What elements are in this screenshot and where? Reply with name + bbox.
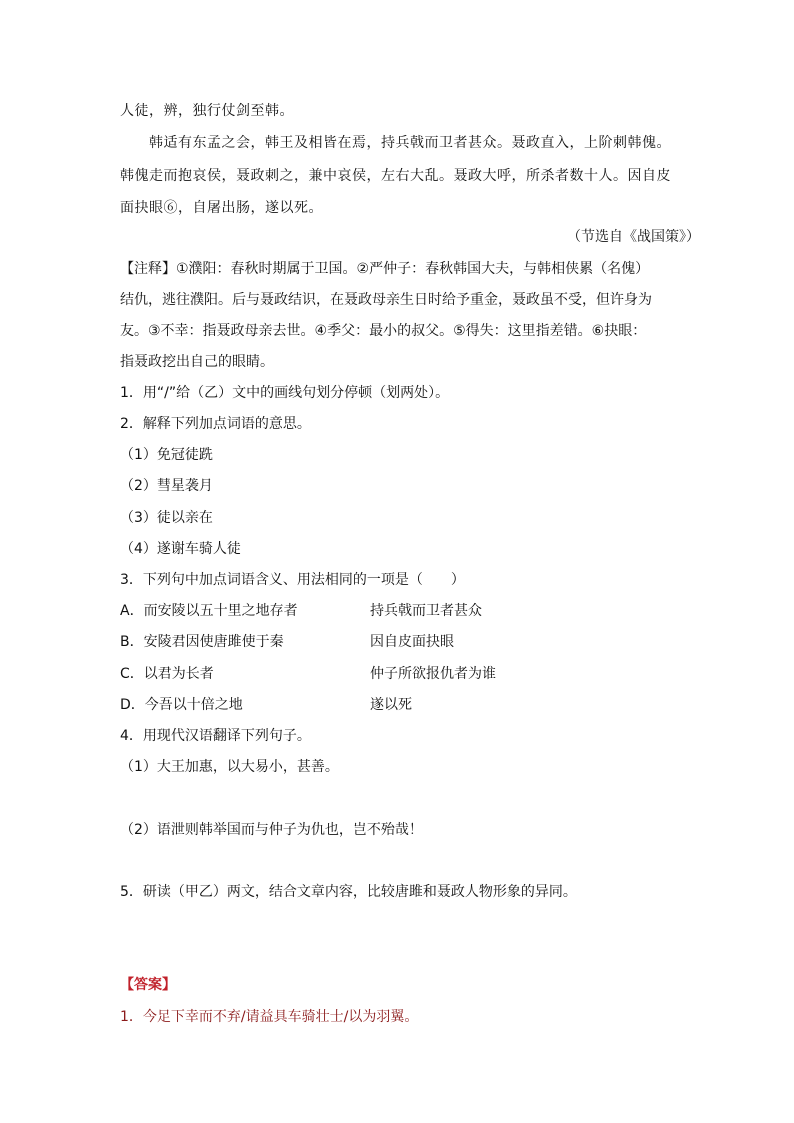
passage-source: （节选自《战国策》） — [567, 229, 700, 245]
question-4: 4．用现代汉语翻译下列句子。 — [120, 728, 311, 744]
question-2-item: （3）徒以亲在 — [120, 510, 213, 526]
question-2: 2．解释下列加点词语的意思。 — [120, 416, 311, 432]
option-d-left: D．今吾以十倍之地 — [120, 697, 243, 713]
answer-1: 1．今足下幸而不弃/请益具车骑壮士/以为羽翼。 — [120, 1009, 419, 1025]
option-c-left: C．以君为长者 — [120, 666, 214, 682]
question-2-item: （1）免冠徒跣 — [120, 447, 213, 463]
option-b-right: 因自皮面抉眼 — [370, 634, 454, 650]
answer-heading: 【答案】 — [120, 977, 176, 993]
question-1: 1．用“/”给（乙）文中的画线句划分停顿（划两处）。 — [120, 385, 450, 401]
notes-line-4: 指聂政挖出自己的眼睛。 — [120, 354, 274, 370]
question-4-item: （2）语泄则韩举国而与仲子为仇也，岂不殆哉！ — [120, 822, 423, 838]
notes-line-1: 【注释】①濮阳：春秋时期属于卫国。②严仲子：春秋韩国大夫，与韩相侠累（名傀） — [120, 261, 650, 277]
question-5: 5．研读（甲乙）两文，结合文章内容，比较唐雎和聂政人物形象的异同。 — [120, 884, 577, 900]
question-3: 3．下列句中加点词语含义、用法相同的一项是（ ） — [120, 572, 465, 588]
question-2-item: （4）遂谢车骑人徒 — [120, 541, 241, 557]
question-2-item: （2）彗星袭月 — [120, 478, 213, 494]
option-c-right: 仲子所欲报仇者为谁 — [370, 666, 496, 682]
option-b-left: B．安陵君因使唐雎使于秦 — [120, 634, 284, 650]
option-a-left: A．而安陵以五十里之地存者 — [120, 603, 298, 619]
passage-line-1: 人徒，辨，独行仗剑至韩。 — [120, 103, 294, 119]
passage-line-2: 韩适有东孟之会，韩王及相皆在焉，持兵戟而卫者甚众。聂政直入，上阶刺韩傀。 — [149, 135, 671, 151]
notes-line-2: 结仇，逃往濮阳。后与聂政结识，在聂政母亲生日时给予重金，聂政虽不受，但许身为 — [120, 292, 652, 308]
passage-line-3: 韩傀走而抱哀侯，聂政刺之，兼中哀侯，左右大乱。聂政大呼，所杀者数十人。因自皮 — [120, 168, 671, 184]
notes-line-3: 友。③不幸：指聂政母亲去世。④季父：最小的叔父。⑤得失：这里指差错。⑥抉眼： — [120, 323, 647, 339]
option-d-right: 遂以死 — [370, 697, 412, 713]
question-4-item: （1）大王加惠，以大易小，甚善。 — [120, 759, 339, 775]
passage-line-4: 面抉眼⑥，自屠出肠，遂以死。 — [120, 200, 323, 216]
option-a-right: 持兵戟而卫者甚众 — [370, 603, 482, 619]
